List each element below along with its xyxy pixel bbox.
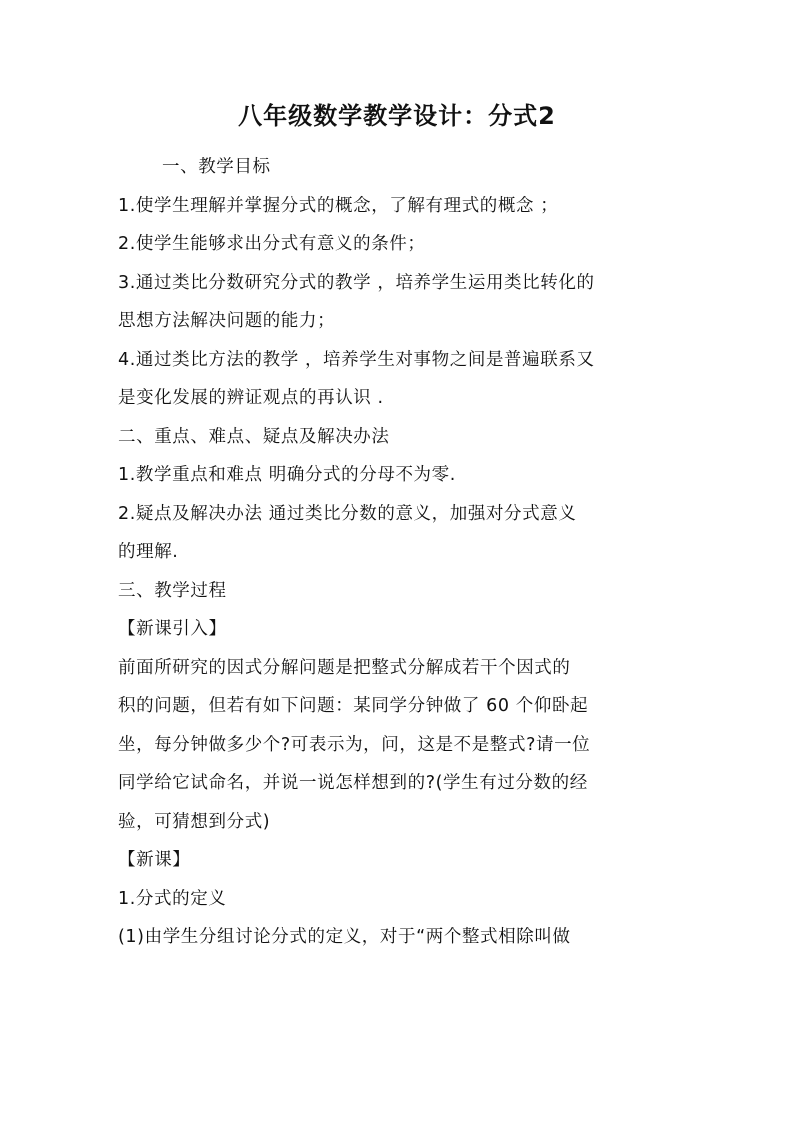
paragraph-line: 2.使学生能够求出分式有意义的条件；: [118, 234, 426, 254]
paragraph-line: 2.疑点及解决办法 通过类比分数的意义，加强对分式意义: [118, 503, 577, 524]
document-body: [118, 148, 678, 957]
paragraph-line: 是变化发展的辨证观点的再认识 .: [118, 388, 384, 408]
subheading-new-lesson-intro: 【新课引入】: [118, 619, 227, 639]
paragraph-line: 1.使学生理解并掌握分式的概念，了解有理式的概念 ；: [118, 195, 559, 216]
paragraph-line: 坐，每分钟做多少个?可表示为，问，这是不是整式?请一位: [118, 734, 591, 755]
paragraph-line: 4.通过类比方法的教学 ，培养学生对事物之间是普遍联系又: [118, 349, 595, 370]
paragraph-line: 积的问题，但若有如下问题：某同学分钟做了 60 个仰卧起: [118, 696, 589, 716]
paragraph-line: 的理解.: [118, 542, 179, 562]
paragraph-line: 同学给它试命名，并说一说怎样想到的?(学生有过分数的经: [118, 773, 588, 793]
section-heading-objectives: 一、教学目标: [162, 157, 271, 177]
section-heading-process: 三、教学过程: [118, 580, 227, 601]
section-heading-key-points: 二、重点、难点、疑点及解决办法: [118, 426, 390, 447]
paragraph-line: 前面所研究的因式分解问题是把整式分解成若干个因式的: [118, 657, 571, 678]
paragraph-line: 3.通过类比分数研究分式的教学 ，培养学生运用类比转化的: [118, 272, 595, 293]
paragraph-line: 1.分式的定义: [118, 888, 227, 909]
paragraph-line: 1.教学重点和难点 明确分式的分母不为零.: [118, 465, 456, 485]
paragraph-line: 思想方法解决问题的能力；: [118, 311, 336, 331]
document-title: 八年级数学教学设计：分式2: [238, 102, 556, 130]
subheading-new-lesson: 【新课】: [118, 850, 191, 870]
paragraph-line: 验，可猜想到分式): [118, 811, 271, 832]
paragraph-line: (1)由学生分组讨论分式的定义，对于“两个整式相除叫做: [118, 927, 571, 947]
